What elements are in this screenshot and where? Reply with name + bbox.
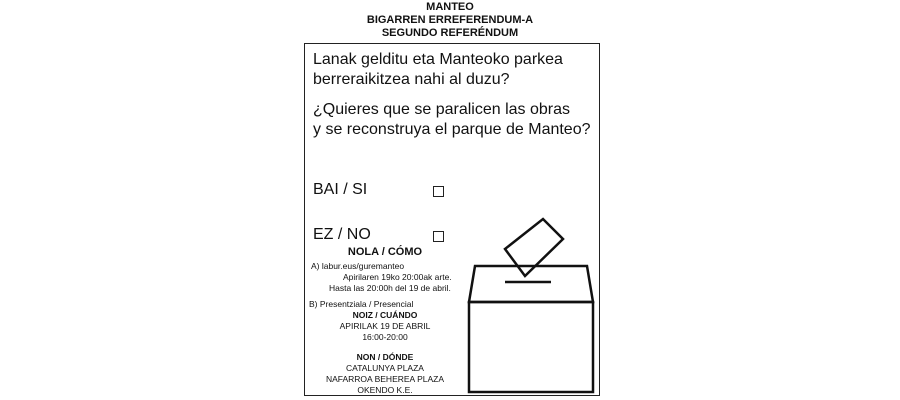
how-deadline-eu: Apirilaren 19ko 20:00ak arte. (343, 272, 452, 282)
how-option-b: B) Presentziala / Presencial (309, 299, 414, 309)
where-title: NON / DÓNDE (356, 352, 414, 362)
how-option-a: A) labur.eus/guremanteo (311, 261, 405, 271)
where-place-3: OKENDO K.E. (357, 385, 413, 395)
question-es-1: ¿Quieres que se paralicen las obras (313, 101, 571, 118)
option-no-checkbox[interactable] (433, 231, 444, 242)
how-title: NOLA / CÓMO (347, 246, 423, 258)
question-eu-2: berreraikitzea nahi al duzu? (313, 71, 510, 88)
header-town: MANTEO (426, 1, 474, 13)
header-title-es: SEGUNDO REFERÉNDUM (381, 27, 519, 39)
how-deadline-es: Hasta las 20:00h del 19 de abril. (329, 283, 451, 293)
option-yes-label: BAI / SI (313, 181, 368, 198)
option-yes-checkbox[interactable] (433, 186, 444, 197)
when-time: 16:00-20:00 (362, 332, 408, 342)
question-es-2: y se reconstruya el parque de Manteo? (313, 121, 591, 138)
where-place-2: NAFARROA BEHEREA PLAZA (325, 374, 445, 384)
ballot (304, 43, 600, 396)
question-eu-1: Lanak gelditu eta Manteoko parkea (313, 51, 563, 68)
ballot-box-icon (465, 214, 601, 399)
when-title: NOIZ / CUÁNDO (352, 310, 418, 320)
option-no-label: EZ / NO (313, 226, 371, 243)
where-place-1: CATALUNYA PLAZA (346, 363, 424, 373)
header-title-eu: BIGARREN ERREFERENDUM-A (366, 14, 534, 26)
when-date: APIRILAK 19 DE ABRIL (339, 321, 431, 331)
